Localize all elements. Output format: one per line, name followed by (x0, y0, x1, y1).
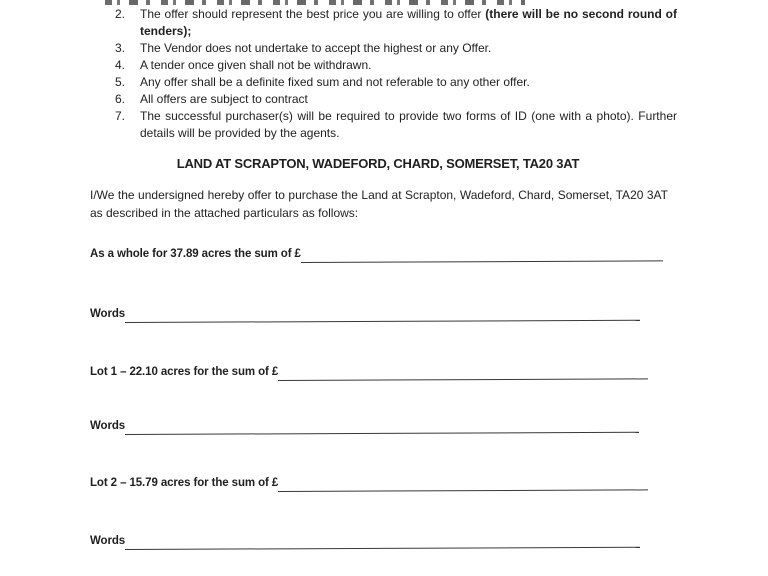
fill-in-line (125, 418, 639, 435)
intro-paragraph: I/We the undersigned hereby offer to purchase the Land at Scrapton, Wadeford, Chard, Somerset, TA20 3AT as described in the attached particulars as follows: (90, 188, 668, 220)
list-item (115, 6, 677, 40)
list-item-number: 4. (115, 58, 126, 72)
list-item-number: 6. (115, 92, 126, 106)
list-item-text (140, 91, 677, 108)
condition-text: Any offer shall be a definite fixed sum and not referable to any other offer. (140, 75, 530, 89)
words-row (90, 308, 640, 324)
list-item-number: 2. (115, 7, 126, 21)
field-label: Words (90, 535, 126, 547)
list-item-number: 5. (115, 75, 126, 89)
condition-text: The Vendor does not undertake to accept the highest or any Offer. (140, 41, 492, 55)
fill-in-line (301, 246, 663, 263)
list-item-text (140, 74, 677, 91)
list-item (115, 57, 677, 74)
list-item-text (140, 108, 677, 142)
list-item-text (140, 57, 677, 74)
tender-conditions-list (115, 6, 677, 142)
list-item (115, 40, 677, 57)
fill-in-line (278, 364, 648, 381)
fill-in-line (278, 475, 648, 492)
list-item-text (140, 6, 677, 40)
words-row (90, 535, 640, 551)
list-item-number: 3. (115, 41, 126, 55)
condition-text: A tender once given shall not be withdrawn. (140, 58, 372, 72)
offer-whole-row (90, 248, 663, 264)
field-label: Words (90, 308, 126, 320)
field-label: As a whole for 37.89 acres the sum of £ (90, 248, 301, 260)
fill-in-line (125, 533, 640, 550)
field-label: Words (90, 420, 126, 432)
lot1-row (90, 366, 648, 382)
list-item (115, 74, 677, 91)
clipped-line-remnant (105, 0, 525, 5)
lot2-row (90, 477, 648, 493)
condition-text: All offers are subject to contract (140, 92, 308, 106)
list-item (115, 91, 677, 108)
list-item-text (140, 40, 677, 57)
list-item (115, 108, 677, 142)
words-row (90, 420, 639, 436)
field-label: Lot 2 – 15.79 acres for the sum of £ (90, 477, 279, 489)
field-label: Lot 1 – 22.10 acres for the sum of £ (90, 366, 279, 378)
condition-bold-text: (there will be no second round of tenders); (140, 7, 678, 38)
list-item-number: 7. (115, 109, 126, 123)
fill-in-line (125, 306, 640, 323)
condition-text: The offer should represent the best price you are willing to offer (140, 7, 486, 21)
condition-text: The successful purchaser(s) will be required to provide two forms of ID (one with a photo). Further details will be provided by the agents. (140, 109, 677, 140)
document-title: LAND AT SCRAPTON, WADEFORD, CHARD, SOMERSET, TA20 3AT (176, 156, 580, 171)
